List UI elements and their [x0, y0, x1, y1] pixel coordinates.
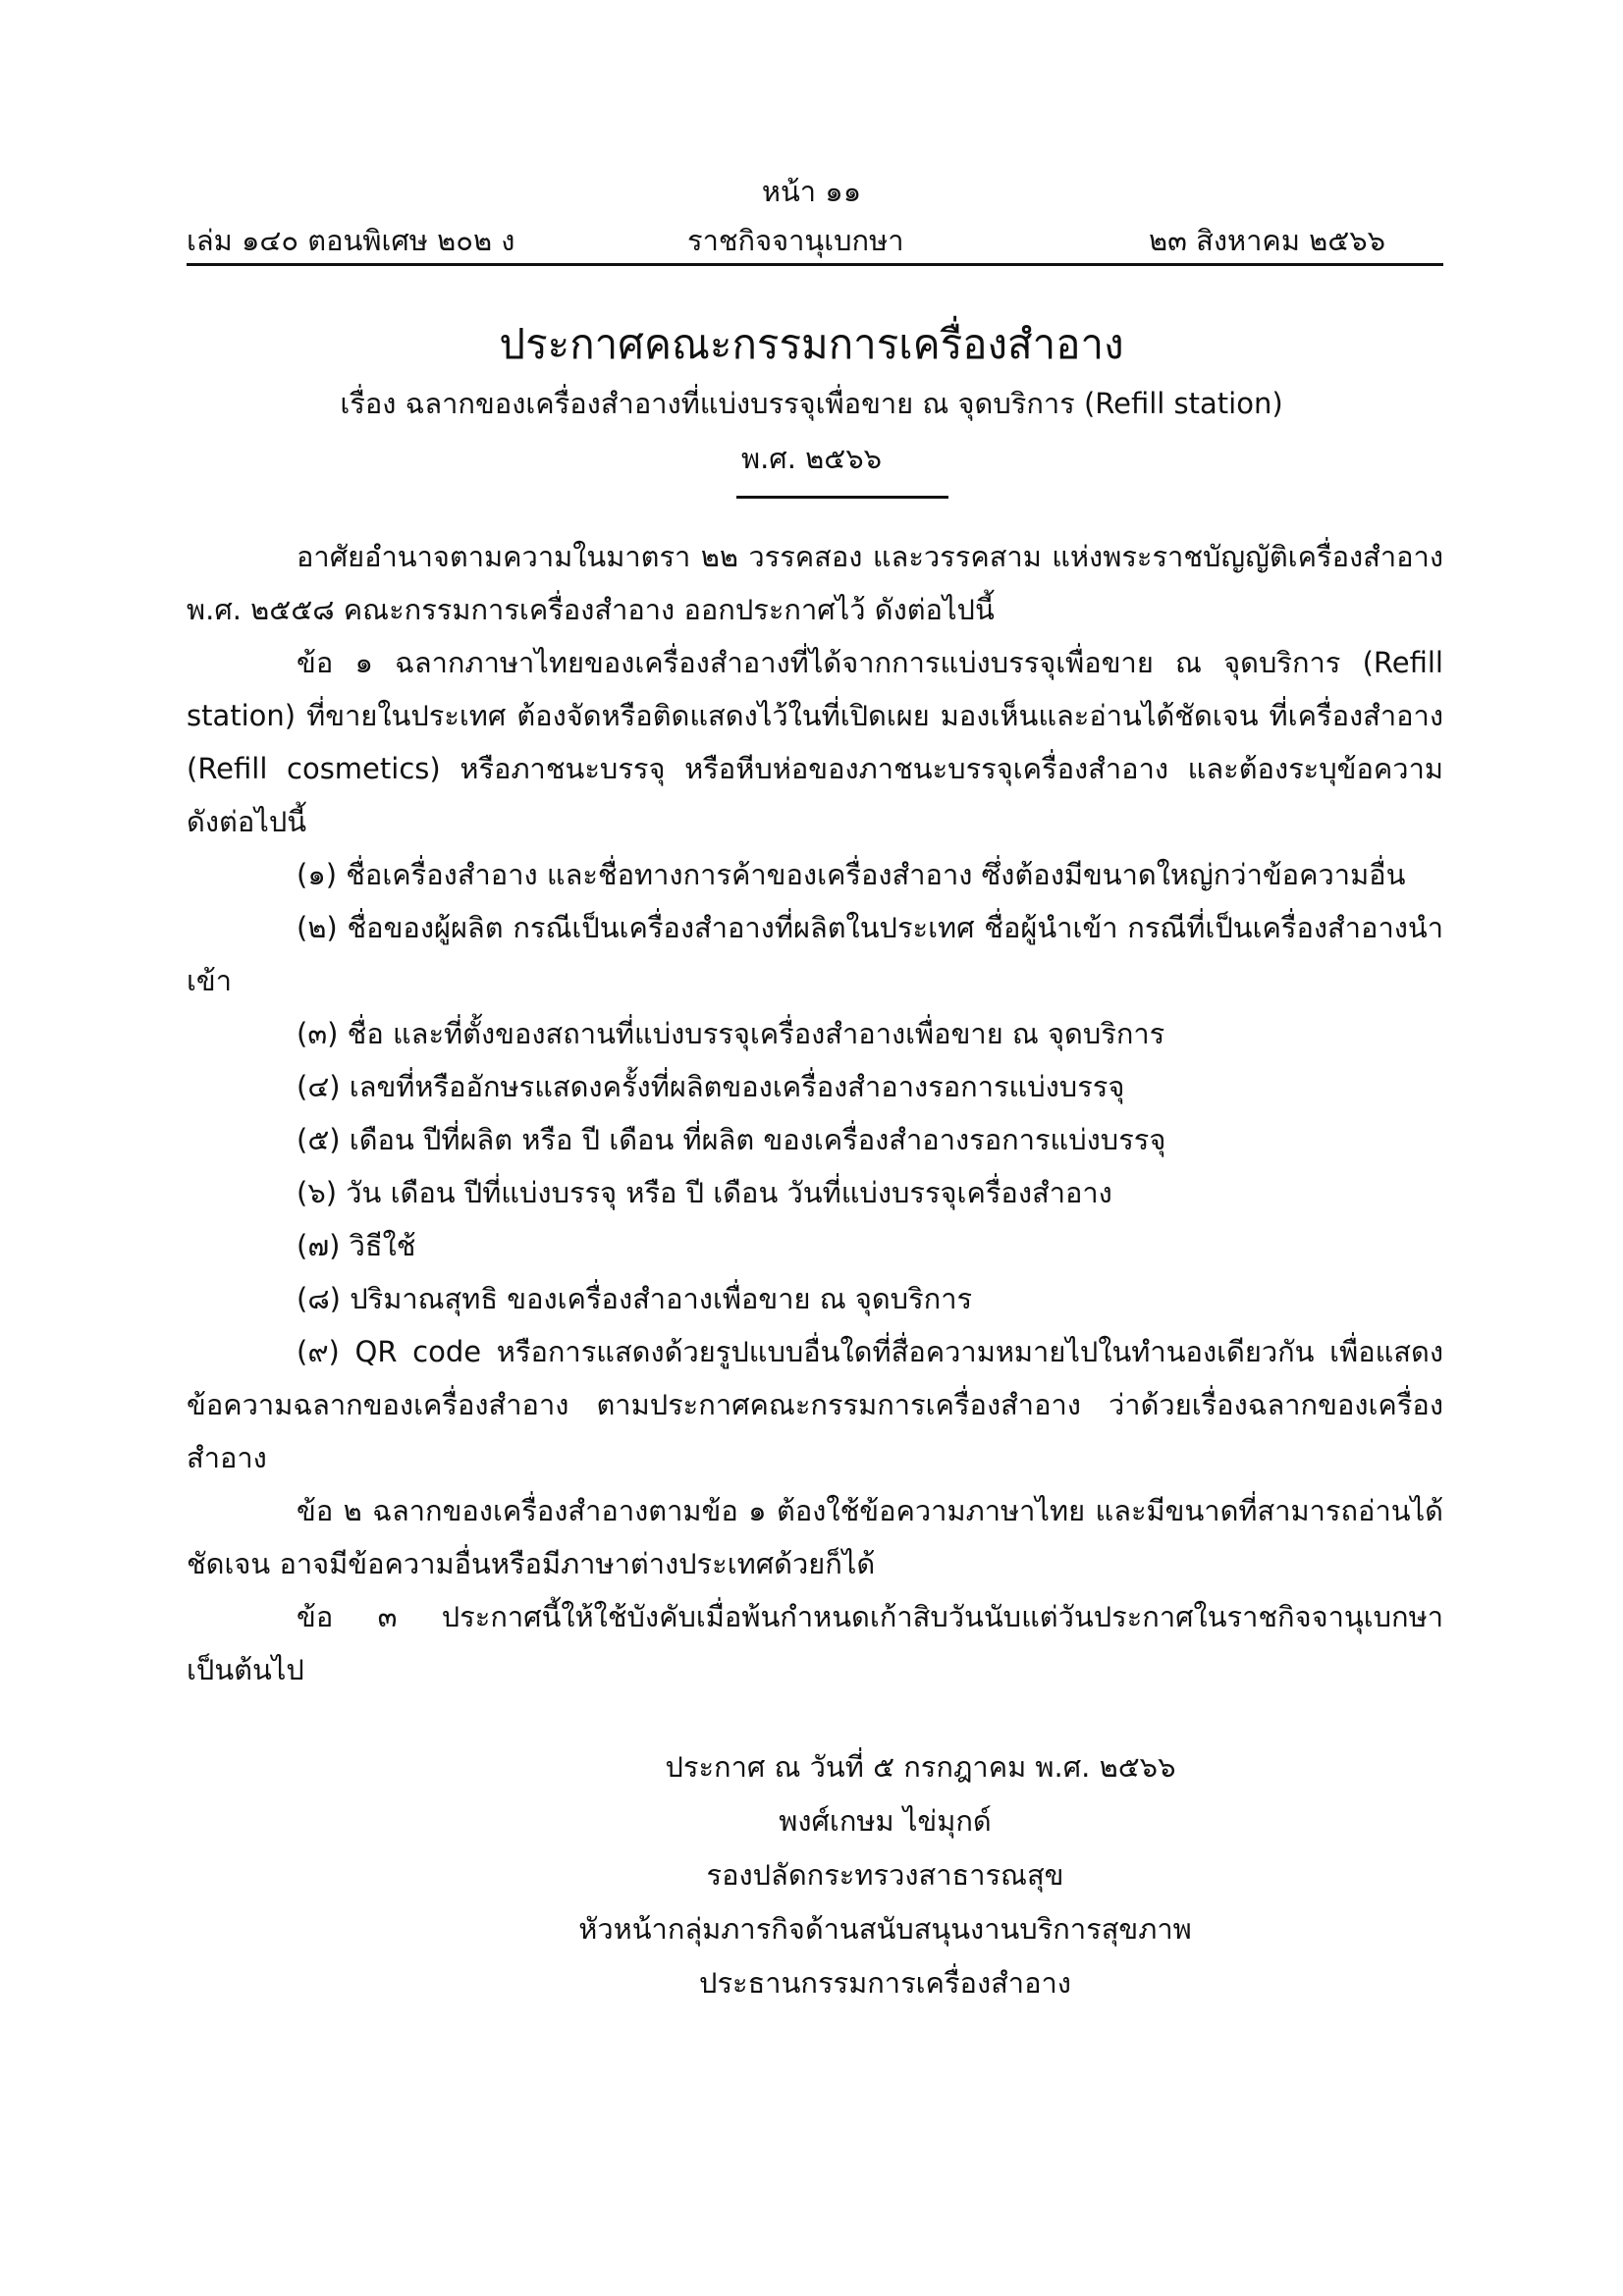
clause-3-paragraph: ข้อ ๓ ประกาศนี้ให้ใช้บังคับเมื่อพ้นกำหนดเก้าสิบวันนับแต่วันประกาศในราชกิจจานุเบกษาเป็นต้นไป [187, 1600, 1443, 1686]
clause-1-item-7: (๗) วิธีใช้ [297, 1229, 416, 1262]
clause-2-paragraph: ข้อ ๒ ฉลากของเครื่องสำอางตามข้อ ๑ ต้องใช้ข้อความภาษาไทย และมีขนาดที่สามารถอ่านได้ชัดเจน อาจมีข้อความอื่นหรือมีภาษาต่างประเทศด้วยก็ได้ [187, 1494, 1443, 1580]
gazette-date: ๒๓ สิงหาคม ๒๕๖๖ [1149, 224, 1386, 257]
document-title: ประกาศคณะกรรมการเครื่องสำอาง [499, 320, 1124, 368]
announcement-date: ประกาศ ณ วันที่ ๕ กรกฎาคม พ.ศ. ๒๕๖๖ [665, 1750, 1176, 1784]
clause-1-item-8: (๘) ปริมาณสุทธิ ของเครื่องสำอางเพื่อขาย ณ จุดบริการ [297, 1282, 973, 1315]
header-divider [187, 263, 1443, 266]
gazette-volume: เล่ม ๑๔๐ ตอนพิเศษ ๒๐๒ ง [187, 224, 515, 257]
preamble-paragraph: อาศัยอำนาจตามความในมาตรา ๒๒ วรรคสอง และวรรคสาม แห่งพระราชบัญญัติเครื่องสำอาง พ.ศ. ๒๕๕๘ คณะกรรมการเครื่องสำอาง ออกประกาศไว้ ดังต่อไปนี้ [187, 540, 1443, 626]
clause-1-item-2: (๒) ชื่อของผู้ผลิต กรณีเป็นเครื่องสำอางที่ผลิตในประเทศ ชื่อผู้นำเข้า กรณีที่เป็นเครื่องสำอางนำเข้า [187, 911, 1443, 997]
document-subject: เรื่อง ฉลากของเครื่องสำอางที่แบ่งบรรจุเพื่อขาย ณ จุดบริการ (Refill station) [340, 387, 1283, 420]
document-year: พ.ศ. ๒๕๖๖ [740, 442, 883, 475]
page-number: หน้า ๑๑ [761, 175, 862, 208]
clause-1-item-6: (๖) วัน เดือน ปีที่แบ่งบรรจุ หรือ ปี เดือน วันที่แบ่งบรรจุเครื่องสำอาง [297, 1176, 1112, 1209]
clause-1-item-5: (๕) เดือน ปีที่ผลิต หรือ ปี เดือน ที่ผลิต ของเครื่องสำอางรอการแบ่งบรรจุ [297, 1123, 1166, 1156]
clause-1-item-9: (๙) QR code หรือการแสดงด้วยรูปแบบอื่นใดที่สื่อความหมายไปในทำนองเดียวกัน เพื่อแสดงข้อความฉลากของเครื่องสำอาง ตามประกาศคณะกรรมการเครื่องสำอาง ว่าด้วยเรื่องฉลากของเครื่องสำอาง [187, 1335, 1443, 1474]
announcement-body [187, 530, 1443, 1696]
title-divider [736, 496, 948, 499]
signature-block [0, 1740, 1623, 2010]
clause-1-item-3: (๓) ชื่อ และที่ตั้งของสถานที่แบ่งบรรจุเครื่องสำอางเพื่อขาย ณ จุดบริการ [297, 1017, 1165, 1050]
clause-1-item-1: (๑) ชื่อเครื่องสำอาง และชื่อทางการค้าของเครื่องสำอาง ซึ่งต้องมีขนาดใหญ่กว่าข้อความอื่น [297, 858, 1406, 891]
signatory-position-1: รองปลัดกระทรวงสาธารณสุข [706, 1858, 1064, 1892]
signatory-position-2: หัวหน้ากลุ่มภารกิจด้านสนับสนุนงานบริการสุขภาพ [578, 1912, 1192, 1946]
clause-1-item-4: (๔) เลขที่หรืออักษรแสดงครั้งที่ผลิตของเครื่องสำอางรอการแบ่งบรรจุ [297, 1070, 1125, 1103]
gazette-name: ราชกิจจานุเบกษา [687, 224, 904, 257]
signatory-name: พงศ์เกษม ไข่มุกด์ [779, 1804, 992, 1838]
signatory-position-3: ประธานกรรมการเครื่องสำอาง [699, 1966, 1071, 2000]
clause-1-paragraph: ข้อ ๑ ฉลากภาษาไทยของเครื่องสำอางที่ได้จากการแบ่งบรรจุเพื่อขาย ณ จุดบริการ (Refill station) ที่ขายในประเทศ ต้องจัดหรือติดแสดงไว้ในที่เปิดเผย มองเห็นและอ่านได้ชัดเจน ที่เครื่องสำอาง (Refill cosmetics) หรือภาชนะบรรจุ หรือหีบห่อของภาชนะบรรจุเครื่องสำอาง และต้องระบุข้อความ ดังต่อไปนี้ [187, 646, 1443, 838]
